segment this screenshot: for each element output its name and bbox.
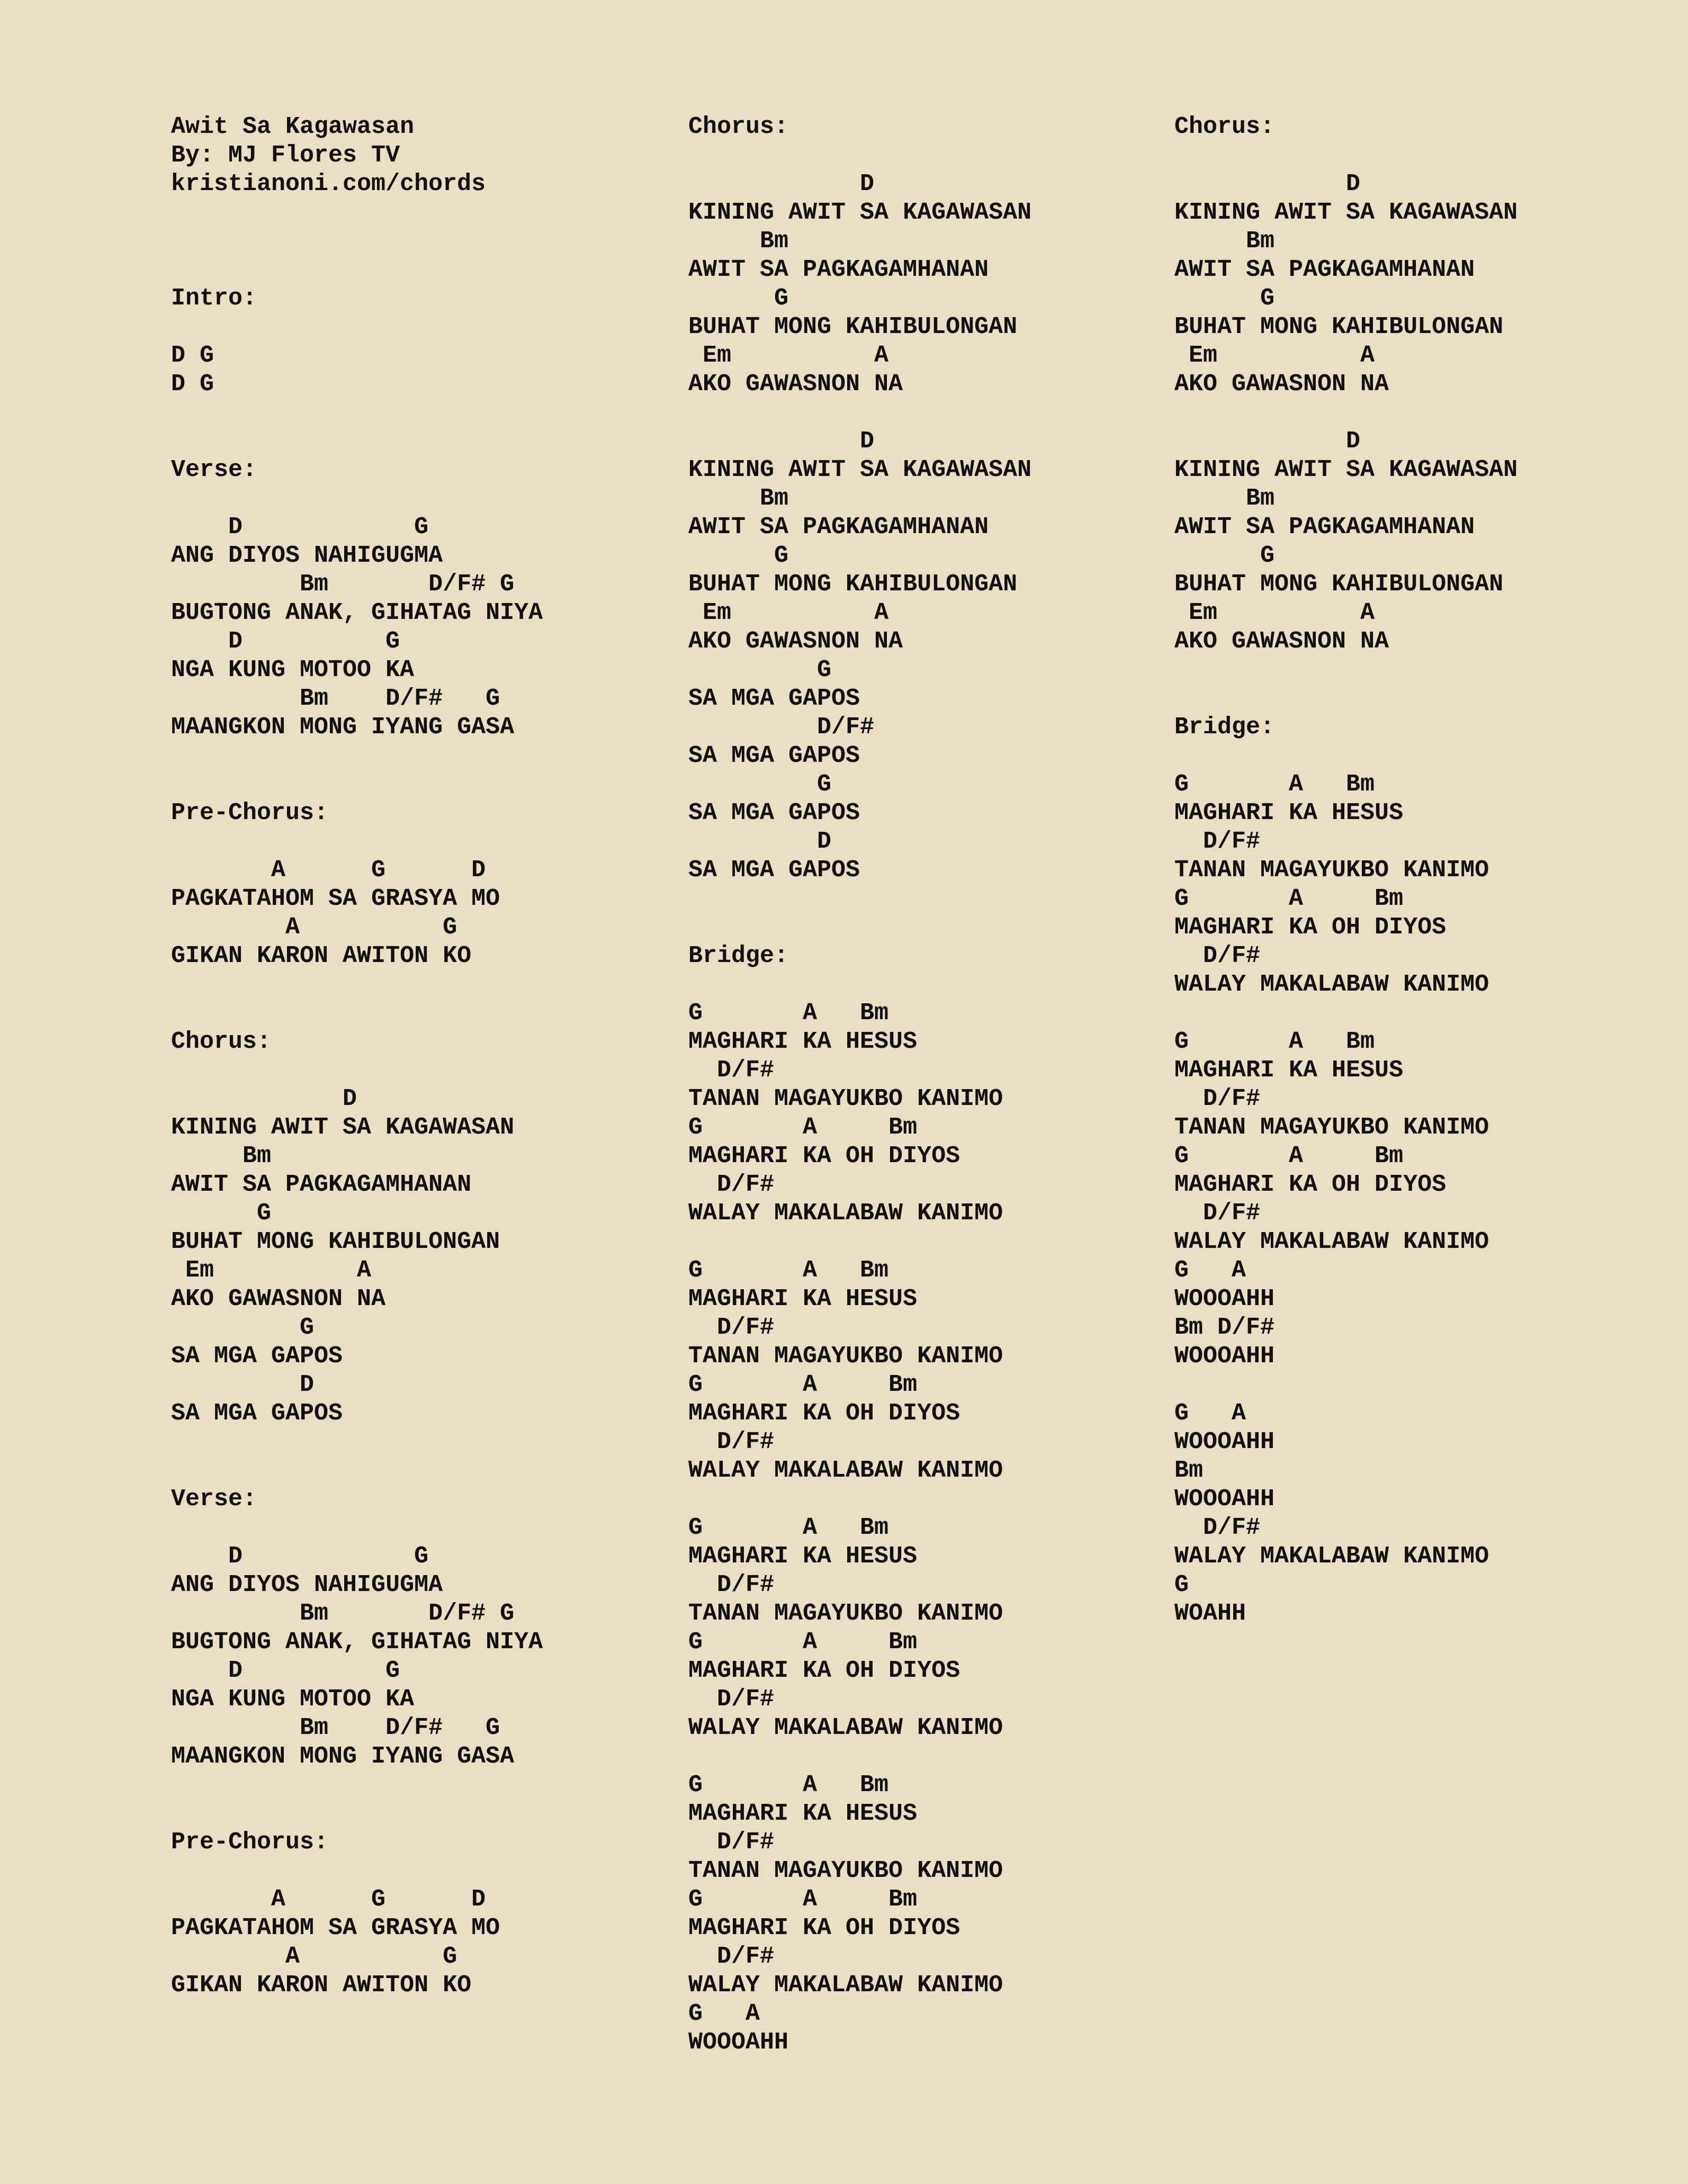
lyric-line: MAGHARI KA HESUS — [688, 1543, 918, 1570]
chord-line: G A Bm — [1174, 885, 1404, 912]
chord-line: G — [171, 1200, 272, 1227]
section-heading: Verse: — [171, 1486, 257, 1513]
chord-line: G — [688, 285, 789, 312]
blank-line — [688, 970, 1031, 999]
chord-line: G A Bm — [688, 1772, 889, 1799]
chord-line: D/F# — [1174, 1200, 1261, 1227]
chord-line: D/F# — [688, 1829, 775, 1856]
blank-line — [171, 199, 543, 227]
lyric-line: AWIT SA PAGKAGAMHANAN — [1174, 514, 1475, 541]
header-line: By: MJ Flores TV — [171, 142, 400, 169]
lyric-line: TANAN MAGAYUKBO KANIMO — [1174, 1114, 1489, 1141]
lyric-line: WOOOAHH — [688, 2029, 789, 2056]
chord-sheet-column-2 — [688, 113, 1031, 2057]
chord-line: D/F# — [1174, 828, 1261, 855]
chord-line: Bm — [1174, 228, 1275, 255]
blank-line — [1174, 999, 1518, 1028]
header-line: kristianoni.com/chords — [171, 170, 486, 197]
lyric-line: WALAY MAKALABAW KANIMO — [688, 1714, 1003, 1741]
lyric-line: MAGHARI KA OH DIYOS — [688, 1657, 960, 1684]
lyric-line: BUHAT MONG KAHIBULONGAN — [1174, 313, 1504, 340]
blank-line — [688, 399, 1031, 427]
section-heading: Bridge: — [1174, 714, 1275, 741]
blank-line — [171, 427, 543, 456]
chord-line: D — [688, 170, 875, 197]
blank-line — [171, 399, 543, 427]
lyric-line: BUHAT MONG KAHIBULONGAN — [1174, 571, 1504, 598]
lyric-line: KINING AWIT SA KAGAWASAN — [1174, 199, 1518, 226]
blank-line — [688, 1742, 1031, 1771]
blank-line — [1174, 656, 1518, 685]
section-heading: Bridge: — [688, 942, 789, 969]
lyric-line: MAANGKON MONG IYANG GASA — [171, 1743, 515, 1770]
lyric-line: BUGTONG ANAK, GIHATAG NIYA — [171, 599, 543, 626]
chord-line: G A Bm — [688, 1629, 918, 1656]
lyric-line: WALAY MAKALABAW KANIMO — [688, 1457, 1003, 1484]
chord-line: G — [1174, 542, 1275, 569]
blank-line — [171, 1428, 543, 1457]
lyric-line: WALAY MAKALABAW KANIMO — [1174, 1543, 1489, 1570]
lyric-line: SA MGA GAPOS — [688, 742, 860, 769]
chord-line: Bm D/F# G — [171, 685, 500, 712]
lyric-line: BUHAT MONG KAHIBULONGAN — [171, 1228, 500, 1255]
chord-line: G — [1174, 285, 1275, 312]
chord-line: D G — [171, 342, 214, 369]
section-heading: Chorus: — [171, 1028, 272, 1055]
lyric-line: WOOOAHH — [1174, 1428, 1275, 1455]
blank-line — [171, 256, 543, 284]
chord-line: G A Bm — [688, 1514, 889, 1541]
blank-line — [171, 1857, 543, 1885]
chord-line: G A — [1174, 1400, 1246, 1427]
lyric-line: AKO GAWASNON NA — [1174, 628, 1389, 655]
blank-line — [171, 1771, 543, 1800]
blank-line — [171, 1800, 543, 1828]
lyric-line: BUHAT MONG KAHIBULONGAN — [688, 571, 1018, 598]
lyric-line: TANAN MAGAYUKBO KANIMO — [688, 1085, 1003, 1112]
blank-line — [171, 970, 543, 999]
blank-line — [171, 999, 543, 1028]
chord-line: Bm — [171, 1143, 272, 1170]
chord-line: Bm — [1174, 1457, 1204, 1484]
blank-line — [171, 484, 543, 513]
lyric-line: WOOOAHH — [1174, 1486, 1275, 1513]
blank-line — [688, 1485, 1031, 1514]
lyric-line: AKO GAWASNON NA — [1174, 371, 1389, 398]
lyric-line: PAGKATAHOM SA GRASYA MO — [171, 1915, 500, 1942]
chord-line: G A Bm — [1174, 1143, 1404, 1170]
section-heading: Intro: — [171, 285, 257, 312]
lyric-line: MAGHARI KA HESUS — [1174, 799, 1404, 826]
chord-line: Bm — [1174, 485, 1275, 512]
chord-line: A G — [171, 1943, 457, 1970]
chord-line: Bm D/F# G — [171, 571, 515, 598]
lyric-line: KINING AWIT SA KAGAWASAN — [171, 1114, 515, 1141]
lyric-line: ANG DIYOS NAHIGUGMA — [171, 1571, 443, 1598]
lyric-line: AWIT SA PAGKAGAMHANAN — [688, 514, 989, 541]
lyric-line: WOAHH — [1174, 1600, 1246, 1627]
blank-line — [688, 141, 1031, 170]
lyric-line: WALAY MAKALABAW KANIMO — [688, 1200, 1003, 1227]
section-heading: Verse: — [171, 456, 257, 483]
lyric-line: AKO GAWASNON NA — [688, 371, 903, 398]
chord-line: G A Bm — [688, 1000, 889, 1027]
chord-line: D/F# — [688, 1057, 775, 1084]
section-heading: Pre-Chorus: — [171, 799, 329, 826]
lyric-line: TANAN MAGAYUKBO KANIMO — [688, 1343, 1003, 1370]
chord-line: D/F# — [688, 1571, 775, 1598]
lyric-line: MAGHARI KA OH DIYOS — [688, 1915, 960, 1942]
chord-line: Bm — [688, 228, 789, 255]
blank-line — [171, 1457, 543, 1485]
chord-line: A G — [171, 914, 457, 941]
chord-sheet-column-3 — [1174, 113, 1518, 1628]
lyric-line: WALAY MAKALABAW KANIMO — [688, 1972, 1003, 1999]
chord-line: G — [688, 771, 832, 798]
chord-line: G A — [1174, 1257, 1246, 1284]
lyric-line: MAGHARI KA HESUS — [688, 1800, 918, 1827]
chord-line: G — [688, 657, 832, 684]
blank-line — [688, 913, 1031, 942]
lyric-line: WOOOAHH — [1174, 1343, 1275, 1370]
lyric-line: MAGHARI KA HESUS — [1174, 1057, 1404, 1084]
blank-line — [171, 227, 543, 256]
lyric-line: WALAY MAKALABAW KANIMO — [1174, 1228, 1489, 1255]
chord-line: D/F# — [688, 714, 875, 741]
chord-line: A G D — [171, 1886, 486, 1913]
lyric-line: TANAN MAGAYUKBO KANIMO — [688, 1857, 1003, 1884]
lyric-line: AWIT SA PAGKAGAMHANAN — [688, 256, 989, 283]
chord-line: G — [1174, 1571, 1189, 1598]
lyric-line: KINING AWIT SA KAGAWASAN — [1174, 456, 1518, 483]
chord-line: D G — [171, 514, 429, 541]
chord-line: G A — [688, 2000, 760, 2027]
chord-line: D — [688, 828, 832, 855]
blank-line — [171, 1514, 543, 1542]
lyric-line: BUHAT MONG KAHIBULONGAN — [688, 313, 1018, 340]
chord-line: D/F# — [688, 1428, 775, 1455]
blank-line — [1174, 742, 1518, 770]
chord-line: D G — [171, 628, 400, 655]
chord-line: D/F# — [1174, 1514, 1261, 1541]
blank-line — [688, 885, 1031, 913]
lyric-line: AWIT SA PAGKAGAMHANAN — [1174, 256, 1475, 283]
lyric-line: NGA KUNG MOTOO KA — [171, 1686, 415, 1713]
chord-line: D/F# — [688, 1943, 775, 1970]
lyric-line: SA MGA GAPOS — [171, 1400, 343, 1427]
lyric-line: WALAY MAKALABAW KANIMO — [1174, 971, 1489, 998]
lyric-line: MAGHARI KA OH DIYOS — [1174, 914, 1447, 941]
lyric-line: ANG DIYOS NAHIGUGMA — [171, 542, 443, 569]
section-heading: Chorus: — [1174, 113, 1275, 140]
lyric-line: KINING AWIT SA KAGAWASAN — [688, 456, 1032, 483]
lyric-line: MAGHARI KA HESUS — [688, 1286, 918, 1313]
lyric-line: NGA KUNG MOTOO KA — [171, 657, 415, 684]
lyric-line: MAGHARI KA OH DIYOS — [688, 1400, 960, 1427]
chord-line: D/F# — [1174, 942, 1261, 969]
chord-line: D/F# — [688, 1171, 775, 1198]
lyric-line: MAGHARI KA OH DIYOS — [1174, 1171, 1447, 1198]
chord-line: D — [1174, 170, 1361, 197]
chord-line: Bm D/F# — [1174, 1314, 1275, 1341]
chord-line: Em A — [1174, 599, 1375, 626]
blank-line — [171, 1056, 543, 1085]
lyric-line: SA MGA GAPOS — [688, 857, 860, 884]
chord-line: Em A — [1174, 342, 1375, 369]
lyric-line: KINING AWIT SA KAGAWASAN — [688, 199, 1032, 226]
blank-line — [171, 313, 543, 341]
lyric-line: GIKAN KARON AWITON KO — [171, 942, 472, 969]
chord-line: D — [171, 1371, 315, 1398]
lyric-line: GIKAN KARON AWITON KO — [171, 1972, 472, 1999]
lyric-line: SA MGA GAPOS — [688, 799, 860, 826]
lyric-line: WOOOAHH — [1174, 1286, 1275, 1313]
chord-line: D — [688, 428, 875, 455]
chord-line: Bm — [688, 485, 789, 512]
blank-line — [171, 828, 543, 856]
chord-line: G A Bm — [688, 1886, 918, 1913]
blank-line — [688, 1228, 1031, 1256]
chord-line: G A Bm — [688, 1114, 918, 1141]
chord-line: D — [1174, 428, 1361, 455]
lyric-line: AWIT SA PAGKAGAMHANAN — [171, 1171, 472, 1198]
lyric-line: AKO GAWASNON NA — [171, 1286, 386, 1313]
lyric-line: SA MGA GAPOS — [171, 1343, 343, 1370]
lyric-line: TANAN MAGAYUKBO KANIMO — [1174, 857, 1489, 884]
lyric-line: MAANGKON MONG IYANG GASA — [171, 714, 515, 741]
chord-line: Bm D/F# G — [171, 1600, 515, 1627]
chord-line: G A Bm — [688, 1371, 918, 1398]
section-heading: Chorus: — [688, 113, 789, 140]
chord-line: G A Bm — [1174, 1028, 1375, 1055]
blank-line — [1174, 399, 1518, 427]
lyric-line: PAGKATAHOM SA GRASYA MO — [171, 885, 500, 912]
lyric-line: AKO GAWASNON NA — [688, 628, 903, 655]
chord-line: Em A — [171, 1257, 372, 1284]
lyric-line: MAGHARI KA HESUS — [688, 1028, 918, 1055]
chord-line: A G D — [171, 857, 486, 884]
lyric-line: SA MGA GAPOS — [688, 685, 860, 712]
chord-line: G A Bm — [688, 1257, 889, 1284]
chord-line: D/F# — [688, 1686, 775, 1713]
blank-line — [171, 770, 543, 799]
lyric-line: TANAN MAGAYUKBO KANIMO — [688, 1600, 1003, 1627]
lyric-line: MAGHARI KA OH DIYOS — [688, 1143, 960, 1170]
chord-line: D — [171, 1085, 357, 1112]
chord-line: D/F# — [688, 1314, 775, 1341]
chord-line: G — [688, 542, 789, 569]
chord-sheet-column-1 — [171, 113, 543, 2000]
section-heading: Pre-Chorus: — [171, 1829, 329, 1856]
chord-line: Em A — [688, 599, 889, 626]
blank-line — [1174, 1371, 1518, 1399]
blank-line — [1174, 685, 1518, 713]
chord-line: D/F# — [1174, 1085, 1261, 1112]
blank-line — [1174, 141, 1518, 170]
chord-line: G A Bm — [1174, 771, 1375, 798]
lyric-line: BUGTONG ANAK, GIHATAG NIYA — [171, 1629, 543, 1656]
chord-line: G — [171, 1314, 315, 1341]
blank-line — [171, 742, 543, 770]
chord-line: D G — [171, 371, 214, 398]
header-line: Awit Sa Kagawasan — [171, 113, 415, 140]
chord-line: Bm D/F# G — [171, 1714, 500, 1741]
chord-line: D G — [171, 1543, 429, 1570]
chord-line: Em A — [688, 342, 889, 369]
chord-line: D G — [171, 1657, 400, 1684]
